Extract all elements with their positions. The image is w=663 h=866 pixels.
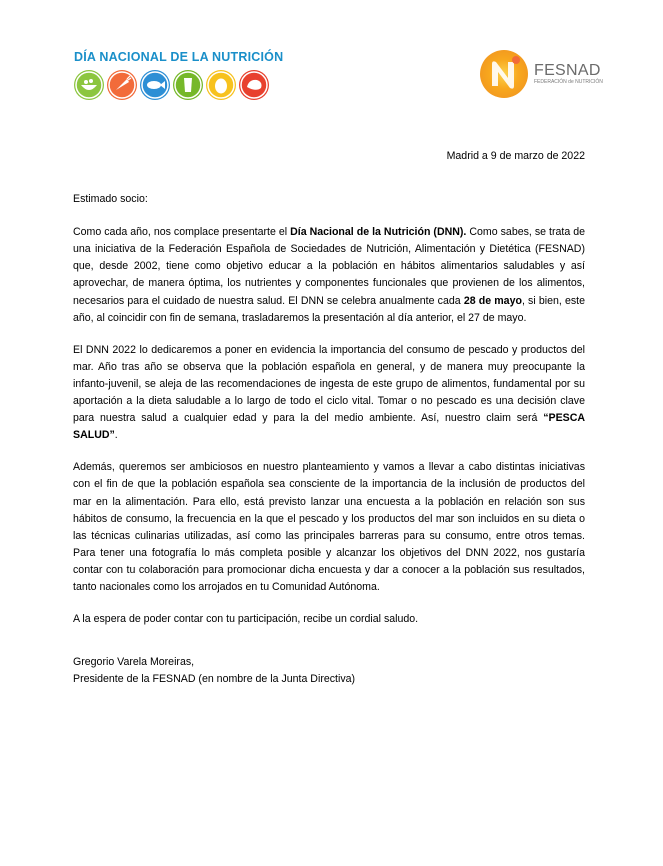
fesnad-subtitle: FEDERACIÓN de NUTRICIÓN (534, 78, 603, 85)
carrot-icon (107, 70, 137, 100)
dnn-title: DÍA NACIONAL DE LA NUTRICIÓN (74, 50, 284, 64)
paragraph-text: Como sabes, se trata de una iniciativa de la Federación Española de Sociedades de Nutrición, Alimentación y Dietética (FESNAD) que, desde 2002, tiene como objetivo educar a la población en hábitos alimentarios saludables y así aprovechar, de manera óptima, los nutrientes y componentes funcionales que provienen de los alimentos, necesarios para el cuidado de nuestra salud. El DNN se celebra anualmente cada (73, 226, 586, 307)
fish-icon (140, 70, 170, 100)
fesnad-name: FESNAD (534, 61, 601, 79)
dnn-logo (74, 50, 283, 100)
bold-text: Día Nacional de la Nutrición (DNN). (290, 226, 467, 239)
paragraph-closing: A la espera de poder contar con tu participación, recibe un cordial saludo. (73, 613, 419, 626)
claim-text: “PESCA SALUD” (73, 412, 585, 442)
egg-icon (206, 70, 236, 100)
paragraph-theme (73, 342, 585, 445)
letter-greeting: Estimado socio: (73, 193, 148, 206)
meat-icon (239, 70, 269, 100)
signature-block (73, 654, 585, 688)
paragraph-text: . (114, 429, 118, 442)
signature-name: Gregorio Varela Moreiras, (73, 656, 195, 669)
paragraph-initiatives: Además, queremos ser ambiciosos en nuestro planteamiento y vamos a llevar a cabo distintas iniciativas con el fin de que la población española sea consciente de la importancia de la inclusión de productos del mar en la alimentación. Para ello, está previsto lanzar una encuesta a la población en relación son sus hábitos de consumo, la frecuencia en la que el pescado y los productos del mar son incluidos en su dieta o las técnicas culinarias utilizadas, así como las principales barreras para su consumo, entre otros temas. Para tener una fotografía lo más completa posible y alcanzar los objetivos del DNN 2022, nos gustaría contar con tu colaboración para promocionar dicha encuesta y dar a conocer a la población sus resultados, tanto nacionales como los arrojados en tu Comunidad Autónoma. (73, 461, 585, 593)
fesnad-logo (478, 48, 603, 100)
paragraph-text: Como cada año, nos complace presentarte el (73, 226, 291, 239)
paragraph-intro (73, 224, 585, 327)
paragraph-text: , si bien, este año, al coincidir con fin de semana, trasladaremos la presentación al día anterior, el 27 de mayo. (73, 294, 586, 324)
bold-text: 28 de mayo (463, 294, 522, 307)
signature-title: Presidente de la FESNAD (en nombre de la Junta Directiva) (73, 673, 356, 686)
glass-icon (173, 70, 203, 100)
salad-icon (74, 70, 104, 100)
letter-date: Madrid a 9 de marzo de 2022 (446, 150, 585, 162)
dnn-icon-row (74, 70, 283, 100)
paragraph-text: El DNN 2022 lo dedicaremos a poner en evidencia la importancia del consumo de pescado y productos del mar. Año tras año se observa que la población española en general, y de manera muy preocupante la infanto-juvenil, se aleja de las recomendaciones de ingesta de este grupo de alimentos, fundamental por su aportación a la dieta saludable a lo largo de todo el ciclo vital. Tomar o no pescado es una decisión clave para nuestra salud a cualquier edad y para la del medio ambiente. Así, nuestro claim será (73, 343, 585, 425)
letter-body (73, 148, 585, 688)
fesnad-emblem-icon (478, 48, 530, 100)
